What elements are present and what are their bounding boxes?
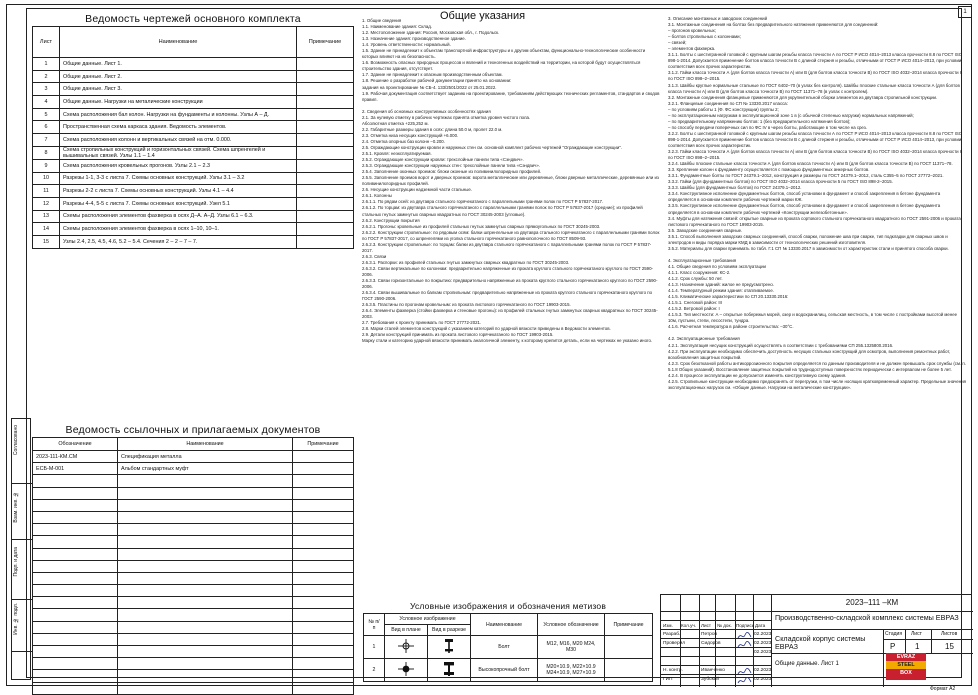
signature-row bbox=[661, 650, 771, 659]
col-sheet: Лист bbox=[33, 27, 60, 58]
drawing-note bbox=[297, 210, 354, 223]
signer-name: Петров bbox=[701, 632, 718, 637]
reference-name bbox=[118, 511, 293, 523]
drawing-note bbox=[297, 223, 354, 236]
reference-note bbox=[293, 621, 354, 633]
signer-role: Проверил bbox=[663, 641, 686, 646]
reference-designation bbox=[33, 499, 118, 511]
reference-designation bbox=[33, 524, 118, 536]
drawing-sheet-no: 5 bbox=[33, 108, 60, 121]
sign-date: 02.2023 bbox=[754, 650, 772, 655]
reference-designation bbox=[33, 658, 118, 670]
sign-date: 02.2023 bbox=[754, 677, 772, 682]
drawing-title: Схема расположения бал колон. Нагрузки на фундаменты и колонны. Узлы А – Д. bbox=[60, 108, 297, 121]
col-name: Наименование bbox=[118, 438, 293, 451]
drawing-sheet-no: 12 bbox=[33, 197, 60, 210]
reference-row bbox=[33, 475, 354, 487]
drawings-table bbox=[32, 12, 354, 249]
reference-note bbox=[293, 475, 354, 487]
general-notes-title: Общие указания bbox=[440, 10, 526, 22]
signature-row bbox=[661, 641, 771, 650]
signature-row bbox=[661, 632, 771, 641]
drawing-title: Узлы 2.4, 2.5, 4.5, 4.6, 5.2 – 5.4. Сечения 2 – 2 – 7 – 7. bbox=[60, 235, 297, 248]
reference-row bbox=[33, 463, 354, 475]
reference-row bbox=[33, 633, 354, 645]
reference-row bbox=[33, 670, 354, 682]
col-designation: Обозначение bbox=[33, 438, 118, 451]
hs-bolt-plan-icon bbox=[385, 659, 428, 682]
drawings-row bbox=[33, 146, 354, 159]
drawings-row bbox=[33, 83, 354, 96]
reference-row bbox=[33, 511, 354, 523]
references-list bbox=[32, 423, 354, 695]
reference-row bbox=[33, 585, 354, 597]
drawing-note bbox=[297, 83, 354, 96]
drawing-title: Схема расположения кровельных прогонов. Узлы 2.1 – 2.3 bbox=[60, 159, 297, 172]
reference-row bbox=[33, 524, 354, 536]
col-note: Примечание bbox=[297, 27, 354, 58]
reference-designation bbox=[33, 621, 118, 633]
stamp-sign-date: Подп. и дата bbox=[13, 547, 19, 577]
drawing-title: Разрезы 4-4, 5-5 с листа 7. Схемы основных конструкций. Узел 5.1 bbox=[60, 197, 297, 210]
reference-name: Альбом стандартных муфт bbox=[118, 463, 293, 475]
signer-role: ГИП bbox=[663, 677, 673, 682]
drawing-title: Разрезы 2-2 с листа 7. Схемы основных конструкций. Узлы 4.1 – 4.4 bbox=[60, 185, 297, 198]
col-note: Примечание bbox=[605, 614, 653, 636]
reference-row bbox=[33, 646, 354, 658]
drawing-title: Схемы расположения элементов фахверка в осях Д–А. А–Д. Узлы 6.1 – 6.3. bbox=[60, 210, 297, 223]
reference-designation bbox=[33, 536, 118, 548]
drawing-sheet-no: 10 bbox=[33, 172, 60, 185]
reference-designation bbox=[33, 597, 118, 609]
drawings-row bbox=[33, 121, 354, 134]
fastener-designation: М20×10.9, М22×10.9 М24×10.9, М27×10.9 bbox=[538, 659, 605, 682]
col-plan: Вид в плане bbox=[385, 625, 428, 636]
signature-row bbox=[661, 659, 771, 668]
general-notes-column-2: 3. Описание монтажных и заводских соединений 3.1. Монтажные соединения на болтах без предварительного натяжения применяются для соединений: – прогонов кровельных; – болтов стропильных с колоннами; – связей; – элементов фахверка. 3.1.1. Болты с шестигранной головкой с крупным шагом резьбы класса точности А по ГОСТ Р ИСО 4014–2013 класса прочности 8.8 по ГОСТ ISO 898-1-2014. Допускается применение болтов класса точности В с длиной стержня и резьбы, отличными от ГОСТ Р ИСО 4014–2013, при условии соответствия всех прочих характеристик. 3.1.2. Гайки класса точности А (для болтов класса точности А) или В (для болтов класса точности В) по ГОСТ ISO 4032–2014 класса прочности 8 по ГОСТ ISO 898–2–2015. 3.1.3. Шайбы круглые нормальные стальные по ГОСТ 6402–70 (в узлах без контроля). Шайбы плоские стальные класса точности А (для болтов класса точности А) или В (для болтов класса точности В) по ГОСТ 11371–78 (в узлах с контролем). 3.2. Монтажные соединения фланцевые применяются для укрупнительной сборки элементов из двутавра стропильной конструкции. 3.2.1. Фланцевые соединения по СП № 13330.2017 класса: – по условиям работы 1 (Ф. ФС конструкции) группы 2; – по эксплуатационным нагрузкам в эксплуатационной зоне 1 в (с обычной степенью нагрузки) нормальных напряжений; – по предварительному напряжению болтов: 1 (без предварительного натяжения болтов); – по способу передачи поперечных сил по ФС IV в через болты, работающие в том числе на срез. 3.2.2. Болты с шестигранной головкой с крупным шагом резьбы класса точности А по ГОСТ Р ИСО 4014–2013 класса прочности 8.8 по ГОСТ ISO 898-1-2014. Допускается применение болтов класса точности В с длиной стержня и резьбы, отличными от ГОСТ Р ИСО 4014–2013, при условии соответствия всех прочих характеристик. 3.2.3. Гайки класса точности А (для болтов класса точности А) или В (для болтов класса точности В) по ГОСТ ISO 4032–2014 класса прочности 8 по ГОСТ ISO 898–2–2015. 3.2.4. Шайбы плоские стальные класса точности А (для болтов класса точности А) или В (для болтов класса точности В) по ГОСТ 11371–78. 3.3. Крепление колонн к фундаменту осуществляется с помощью фундаментных анкерных болтов. 3.3.1. Фундаментные болты по ГОСТ 24379.1–2012, конструкция и размеры по ГОСТ 24379.1–2012, сталь С355–5 по ГОСТ 27772–2021. 3.3.2. Гайки (для фундаментных болтов) по ГОСТ ISO 4032–2014 класса прочности 5 по ГОСТ ISO 898-2–2015. 3.3.3. Шайбы (для фундаментных болтов) по ГОСТ 24379.1–2012. 3.3.4. Конструктивное исполнение фундаментных болтов, способ установки в фундамент и способ закрепления в бетоне фундамента определяется в основном комплекте рабочих чертежей марки КЖ. 3.3.5. Конструктивное исполнение фундаментных болтов, способ установки в фундамент и способ закрепления в бетоне фундамента определяется в основном комплекте рабочих чертежей «Конструкции железобетонные». 3.4. Муфты для натяжения связей: открытые сварные из проката сортового стального горячекатаного квадратного по ГОСТ 2591-2006 и проката листового горячекатаного по ГОСТ 19903-2015. 3.5. Заводские соединения сварные. 3.5.1. Способ выполнения заводских сварных соединений, способ сварки, положение шва при сварке, тип подкладки для сварных швов и электродов и виды порядка марки КМД в зависимости от технологических решений изготовителя. 3.5.2. Материалы для сварки принимать по табл. Г.1 СП № 13330.2017 в зависимости от характеристик стали и принятого способа сварки. 4. Эксплуатационные требования 4.1. Общие сведения по условиям эксплуатации 4.1.1. Класс сооружения: КС-2. 4.1.2. Срок службы: 50 лет. 4.1.3. Назначение зданий: жилое не предусмотрено. 4.1.4. Температурный режим здания: отапливаемое. 4.1.5. Климатические характеристики по СП 20.13330.2016: 4.1.5.1. Снеговой район: III 4.1.5.2. Ветровой район: I 4.1.5.3. Тип местности: А – открытые побережья морей, озер и водохранилищ, сельская местность, в том числе с постройками высотой менее 10м, пустыни, степи, лесостепи, тундра. 4.1.6. Расчетная температура в районе строительства: –30°С. 4.2. Эксплуатационные требования 4.2.1. Эксплуатация несущих конструкций осуществлять в соответствии с требованиями СП 255.1325800.2016. 4.2.2. При эксплуатации необходимо обеспечить доступность несущих стальных конструкций для осмотров, выполнения ремонтных работ, возобновления защитных покрытий. 4.2.3. Срок безотказной работы антикоррозионного покрытия определяется по данным производителя и не должен превышать срок службы (см. п. 5.1.8 Общих указаний). Восстановление защитных покрытий на труднодоступных поверхностях периодически с интервалом не более 5 лет. 4.2.4. В процессе эксплуатации не допускается изменять конструктивную схему здания. 4.2.5. Стропильные конструкции необходимо предохранять от перегрузки, в том числе носящих кратковременный характер. Предельные значения эксплуатационных нагрузок см. «Общие данные. Нагрузки на металические конструкции». bbox=[668, 16, 966, 390]
reference-name bbox=[118, 560, 293, 572]
reference-name bbox=[118, 487, 293, 499]
drawing-note bbox=[297, 197, 354, 210]
sheet-value: 1 bbox=[915, 642, 920, 651]
side-approval-stamp bbox=[11, 418, 31, 680]
fastener-name: Высокопрочный болт bbox=[471, 659, 538, 682]
drawings-row bbox=[33, 235, 354, 248]
reference-note bbox=[293, 451, 354, 463]
signature-mark bbox=[737, 677, 752, 685]
fastener-note bbox=[605, 636, 653, 659]
reference-name bbox=[118, 621, 293, 633]
reference-row bbox=[33, 487, 354, 499]
drawings-row bbox=[33, 96, 354, 109]
reference-name bbox=[118, 658, 293, 670]
stamp-replaced-inv: Взам. инв. № bbox=[13, 491, 19, 523]
reference-note bbox=[293, 572, 354, 584]
reference-designation bbox=[33, 682, 118, 694]
sheets-label: Листов bbox=[941, 631, 958, 637]
col-name: Наименование bbox=[60, 27, 297, 58]
reference-row bbox=[33, 548, 354, 560]
signature-row bbox=[661, 668, 771, 677]
drawings-row bbox=[33, 185, 354, 198]
reference-designation bbox=[33, 487, 118, 499]
signer-role: Н. контр. bbox=[663, 668, 683, 673]
reference-note bbox=[293, 487, 354, 499]
drawings-row bbox=[33, 134, 354, 147]
drawing-note bbox=[297, 146, 354, 159]
fastener-note bbox=[605, 659, 653, 682]
reference-row bbox=[33, 609, 354, 621]
signer-name: Сидоров bbox=[701, 641, 721, 646]
reference-name bbox=[118, 597, 293, 609]
reference-designation: ЕСБ-М-001 bbox=[33, 463, 118, 475]
bolt-section-icon bbox=[428, 636, 471, 659]
reference-note bbox=[293, 560, 354, 572]
sign-date: 02.2023 bbox=[754, 632, 772, 637]
reference-designation bbox=[33, 585, 118, 597]
col-name: Наименование bbox=[471, 614, 538, 636]
drawing-title: Разрезы 1-1, 3-3 с листа 7. Схемы основных конструкций. Узлы 3.1 – 3.2 bbox=[60, 172, 297, 185]
fasteners-legend bbox=[363, 601, 653, 682]
signature-mark bbox=[737, 668, 752, 676]
drawings-row bbox=[33, 58, 354, 71]
signature-mark bbox=[737, 641, 752, 649]
fastener-row bbox=[364, 659, 653, 682]
signature-row bbox=[661, 677, 771, 686]
drawing-title: Схема расположения колонн и вертикальных связей на отм. 0.000. bbox=[60, 134, 297, 147]
drawings-row bbox=[33, 197, 354, 210]
reference-note bbox=[293, 463, 354, 475]
reference-name bbox=[118, 670, 293, 682]
drawing-sheet-no: 11 bbox=[33, 185, 60, 198]
fastener-name: Болт bbox=[471, 636, 538, 659]
fasteners-table bbox=[363, 613, 653, 682]
fastener-num: 2 bbox=[364, 659, 385, 682]
signature-mark bbox=[737, 632, 752, 640]
sheet-format: Формат А2 bbox=[930, 686, 956, 692]
drawing-title: Общие данные. Лист 3. bbox=[60, 83, 297, 96]
sheet-number: 1 bbox=[958, 6, 972, 18]
reference-name bbox=[118, 633, 293, 645]
reference-note bbox=[293, 499, 354, 511]
document-code: 2023–111 –КМ bbox=[845, 598, 899, 607]
col-num: № п/п bbox=[364, 614, 385, 636]
reference-designation bbox=[33, 560, 118, 572]
drawing-sheet-no: 1 bbox=[33, 58, 60, 71]
reference-row bbox=[33, 572, 354, 584]
reference-designation bbox=[33, 548, 118, 560]
project-name: Производственно-складской комплекс системы ЕВРАЗ bbox=[775, 613, 959, 622]
drawings-row bbox=[33, 159, 354, 172]
reference-row bbox=[33, 451, 354, 463]
reference-name bbox=[118, 609, 293, 621]
drawing-sheet-no: 2 bbox=[33, 70, 60, 83]
hs-bolt-section-icon bbox=[428, 659, 471, 682]
reference-row bbox=[33, 597, 354, 609]
drawing-title: Схема стропильных конструкций и горизонтальных связей. Схема шпренгелей и вышивальных связей. Узлы 1.1 – 1.4 bbox=[60, 146, 297, 159]
reference-name bbox=[118, 572, 293, 584]
reference-row bbox=[33, 621, 354, 633]
reference-designation bbox=[33, 609, 118, 621]
reference-name bbox=[118, 475, 293, 487]
reference-name bbox=[118, 536, 293, 548]
reference-note bbox=[293, 609, 354, 621]
drawing-sheet-no: 13 bbox=[33, 210, 60, 223]
drawing-sheet-no: 4 bbox=[33, 96, 60, 109]
reference-note bbox=[293, 597, 354, 609]
reference-note bbox=[293, 646, 354, 658]
reference-name bbox=[118, 585, 293, 597]
sign-date: 02.2023 bbox=[754, 668, 772, 673]
drawing-sheet-no: 7 bbox=[33, 134, 60, 147]
drawings-row bbox=[33, 108, 354, 121]
drawing-title: Общие данные. Нагрузки на металические конструкции bbox=[60, 96, 297, 109]
reference-designation: 2023-111-КМ.СМ bbox=[33, 451, 118, 463]
drawing-sheet-no: 14 bbox=[33, 223, 60, 236]
reference-note bbox=[293, 511, 354, 523]
references-title: Ведомость ссылочных и прилагаемых документов bbox=[65, 424, 321, 436]
company-logo: EVRAZ STEEL BOX bbox=[886, 653, 926, 680]
fastener-row bbox=[364, 636, 653, 659]
reference-note bbox=[293, 536, 354, 548]
drawing-sheet-no: 8 bbox=[33, 146, 60, 159]
sheets-value: 15 bbox=[945, 642, 954, 651]
fastener-designation: М12, М16, М20 М24, М30 bbox=[538, 636, 605, 659]
drawings-title: Ведомость чертежей основного комплекта bbox=[85, 13, 301, 25]
reference-row bbox=[33, 560, 354, 572]
drawing-title: Схемы расположения элементов фахверка в осях 1–10, 10–1. bbox=[60, 223, 297, 236]
col-section: Вид в разрезе bbox=[428, 625, 471, 636]
drawing-title: Общие данные. Лист 1. bbox=[60, 58, 297, 71]
reference-note bbox=[293, 670, 354, 682]
reference-note bbox=[293, 548, 354, 560]
stamp-agreed: Согласовано bbox=[13, 425, 19, 456]
reference-designation bbox=[33, 475, 118, 487]
drawing-note bbox=[297, 108, 354, 121]
drawing-sheet-no: 6 bbox=[33, 121, 60, 134]
reference-row bbox=[33, 536, 354, 548]
reference-designation bbox=[33, 511, 118, 523]
sheet-name: Общие данные. Лист 1 bbox=[775, 661, 839, 667]
reference-designation bbox=[33, 633, 118, 645]
reference-name bbox=[118, 499, 293, 511]
drawings-row bbox=[33, 223, 354, 236]
drawing-note bbox=[297, 121, 354, 134]
stamp-original-inv: Инв. № подл. bbox=[13, 603, 19, 635]
reference-name bbox=[118, 682, 293, 694]
drawing-title: Общие данные. Лист 2. bbox=[60, 70, 297, 83]
title-block: Изм. Кол.уч. Лист № док. Подпись Дата Разраб. Петров 02.2023 Проверил Сидоров 02.2023 02.2023 Н. контр. Иванченко 02.2023 ГИП Зубский 02.2023 2023–111 –КМ Производственно-складской комплекс системы ЕВРАЗ Складской корпус системы ЕВРАЗ Общие данные. Лист 1 Стадия Лист Листов Р 1 15 bbox=[660, 594, 972, 686]
reference-name bbox=[118, 548, 293, 560]
reference-row bbox=[33, 682, 354, 694]
stage-value: Р bbox=[890, 642, 896, 651]
signer-name: Иванченко bbox=[701, 668, 725, 673]
fasteners-legend-title: Условные изображения и обозначения метизов bbox=[409, 601, 607, 611]
object-name: Складской корпус системы ЕВРАЗ bbox=[775, 634, 866, 651]
drawing-note bbox=[297, 96, 354, 109]
general-notes-column-1: 1. Общие сведения 1.1. Наименование здания: Склад. 1.2. Местоположение здания: Россия, Московская обл., г. Подольск. 1.3. Назначение здания: производственное здание. 1.4. Уровень ответственности: нормальный. 1.5. Здание не принадлежит к объектам транспортной инфраструктуры и к другим объектам, функционально-технологические особенности которых влияют на их безопасность. 1.6. Возможность опасных природных процессов и явлений и техногенных воздействий на территории, на которой будут осуществляться строительство здания, отсутствует. 1.7. Здание не принадлежит к опасным производственным объектам. 1.8. Решение о разработке рабочей документации принято на основании: задания на проектирование № СБ-4. 133/2501/2022 от 25.01.2022. 1.9. Рабочая документация соответствует заданию на проектирование, требованиям действующих технических регламентов, стандартов и сводов правил. 2. Сведения об основных конструктивных особенностях здания 2.1. За нулевую отметку в рабочих чертежах принята отметка уровня чистого пола. Абсолютная отметка +225,252 м. 2.2. Габаритные размеры здания в осях: длина 50.0 м, пролет 22.0 м. 2.3. Отметка низа несущих конструкций +6.000. 2.4. Отметка опорных баз колонн –0.200. 2.5. Ограждающие конструкции кровли и наружных стен см. основной комплект рабочих чертежей "Ограждающие конструкции". 2.5.1. Кровля: неэксплуатируемая. 2.5.2. Ограждающие конструкции кровли: трехслойные панели типа «Сэндвич». 2.5.3. Ограждающие конструкции наружных стен: трехслойные панели типа «Сэндвич». 2.5.4. Заполнение оконных проемов: блоки оконные из поливинилхлоридных профилей. 2.5.5. Заполнение проемов ворот и дверных проемов: ворота металлические или деревянные, блоки дверные металлические, деревянные или из поливинилхлоридных профилей. 2.6. Несущие конструкции надземной части стальные. 2.6.1. Колонны 2.6.1.1. По рядам осей: из двутавра стального горячекатаного с параллельными гранями полок по ГОСТ Р 57837-2017. 2.6.1.2. По торцам: из двутавра стального горячекатаного с параллельными гранями полок по ГОСТ Р 57837-2017 (средние); из профилей стальных гнутых замкнутых сварных квадратных по ГОСТ 30245-2003 (угловые). 2.6.2. Конструкции покрытия 2.6.2.1. Прогоны: кровельные из профилей стальных гнутых замкнутых сварных прямоугольных по ГОСТ 30245-2003. 2.6.2.2. Конструкции стропильные: по рядовым осям: балки шпренгельные из двутавра стального горячекатаного с параллельными гранями полок по ГОСТ Р 57837-2017, со шпренгелями из уголка стального горячекатаного равнополочного по ГОСТ 8509-93. 2.6.2.3. Конструкции стропильные: по торцам: балки из двутавра стального горячекатаного с параллельными гранями полок по ГОСТ Р 57837-2017. 2.6.3. Связи 2.6.3.1. Распорки: из профилей стальных гнутых замкнутых сварных квадратных по ГОСТ 30245-2003. 2.6.3.2. Связи вертикальные по колоннам: предварительно напряженные из проката круглого стального горячекатаного круглого по ГОСТ 2590-2006. 2.6.3.3. Связи горизонтальные по покрытию: предварительно напряженные из проката круглого стального горячекатаного круглого по ГОСТ 2590-2006. 2.6.3.4. Связи вышивальные по балкам стропильным: предварительно напряженные из проката круглого стального горячекатаного круглого по ГОСТ 2590-2006. 2.6.3.5. Пластины по прогонам кровельным: из проката листового горячекатаного по ГОСТ 19903-2015. 2.6.4. Элементы фахверка (стойки фахверка и стеновые прогоны): из профилей стальных гнутых замкнутых сварных квадратных по ГОСТ 30245-2003. 2.7. Требования к проекту принимать по ГОСТ 27772-2021. 2.8. Марки сталей элементов конструкций с указанием категорий по ударной вязкости приведены в Ведомости элементов. 2.9. Детали конструкций принимать из проката листового горячекатаного по ГОСТ 19903-2015. Марку стали и категорию ударной вязкости принимать аналогичной элементу, к которому крепится деталь, если на чертежах не указано иного. bbox=[362, 18, 660, 344]
sheet-label: Лист bbox=[911, 631, 922, 637]
reference-name: Спецификация металла bbox=[118, 451, 293, 463]
reference-designation bbox=[33, 572, 118, 584]
drawings-list bbox=[32, 12, 354, 249]
drawing-note bbox=[297, 185, 354, 198]
drawing-note bbox=[297, 172, 354, 185]
reference-note bbox=[293, 682, 354, 694]
reference-note bbox=[293, 524, 354, 536]
signer-name: Зубский bbox=[701, 677, 719, 682]
reference-note bbox=[293, 633, 354, 645]
reference-designation bbox=[33, 646, 118, 658]
reference-name bbox=[118, 524, 293, 536]
drawings-row bbox=[33, 172, 354, 185]
drawing-note bbox=[297, 159, 354, 172]
drawing-note bbox=[297, 70, 354, 83]
drawing-title: Пространственная схема каркаса здания. Ведомость элементов. bbox=[60, 121, 297, 134]
col-designation: Условное обозначение bbox=[538, 614, 605, 636]
drawings-row bbox=[33, 70, 354, 83]
references-table bbox=[32, 423, 354, 695]
reference-name bbox=[118, 646, 293, 658]
reference-row bbox=[33, 658, 354, 670]
stage-label: Стадия bbox=[885, 631, 903, 637]
reference-row bbox=[33, 499, 354, 511]
reference-note bbox=[293, 658, 354, 670]
drawing-note bbox=[297, 134, 354, 147]
drawing-sheet-no: 9 bbox=[33, 159, 60, 172]
col-note: Примечание bbox=[293, 438, 354, 451]
reference-note bbox=[293, 585, 354, 597]
drawing-sheet-no: 15 bbox=[33, 235, 60, 248]
sign-date: 02.2023 bbox=[754, 641, 772, 646]
drawing-sheet-no: 3 bbox=[33, 83, 60, 96]
reference-designation bbox=[33, 670, 118, 682]
drawing-note bbox=[297, 235, 354, 248]
bolt-plan-icon bbox=[385, 636, 428, 659]
drawings-row bbox=[33, 210, 354, 223]
col-image-group: Условное изображение bbox=[385, 614, 471, 625]
drawing-note bbox=[297, 58, 354, 71]
signer-role: Разраб. bbox=[663, 632, 681, 637]
fastener-num: 1 bbox=[364, 636, 385, 659]
